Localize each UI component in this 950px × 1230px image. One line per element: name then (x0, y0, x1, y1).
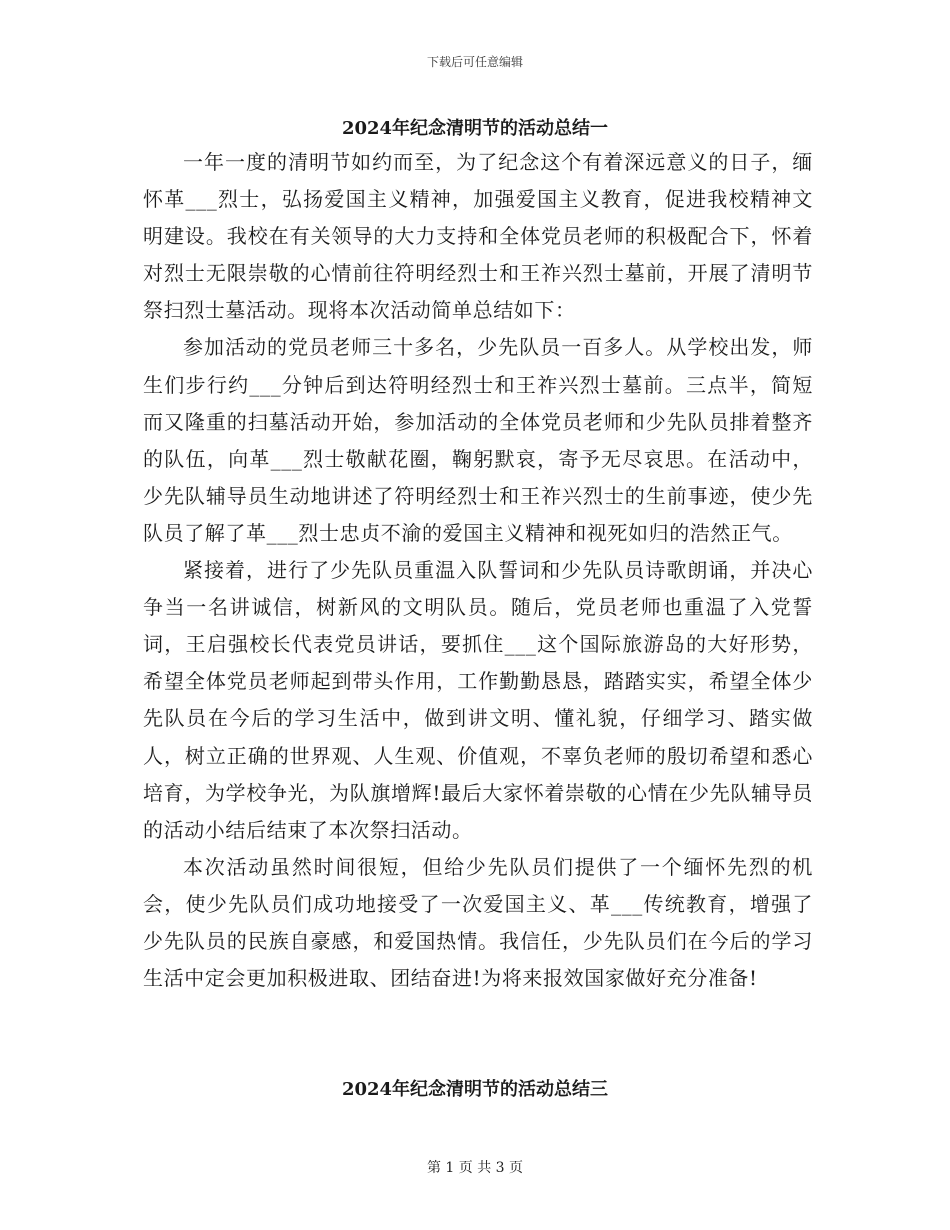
paragraph-activity: 参加活动的党员老师三十多名，少先队员一百多人。从学校出发，师生们步行约___分钟后到达符明经烈士和王祚兴烈士墓前。三点半，简短而又隆重的扫墓活动开始，参加活动的全体党员老师和少先队员排着整齐的队伍，向革___烈士敬献花圈，鞠躬默哀，寄予无尽哀思。在活动中，少先队辅导员生动地讲述了符明经烈士和王祚兴烈士的生前事迹，使少先队员了解了革___烈士忠贞不渝的爱国主义精神和视死如归的浩然正气。 (143, 335, 813, 545)
page-number: 第 1 页 共 3 页 (426, 1160, 524, 1176)
document-body (143, 144, 813, 997)
document-title: 2024年纪念清明节的活动总结一 (341, 118, 609, 139)
paragraph-conclusion: 本次活动虽然时间很短，但给少先队员们提供了一个缅怀先烈的机会，使少先队员们成功地接受了一次爱国主义、革___传统教育，增强了少先队员的民族自豪感，和爱国热情。我信任，少先队员们在今后的学习生活中定会更加积极进取、团结奋进!为将来报效国家做好充分准备! (143, 854, 813, 991)
document-next-title: 2024年纪念清明节的活动总结三 (341, 1079, 609, 1100)
page-header-note: 下载后可任意编辑 (426, 55, 523, 69)
paragraph-intro: 一年一度的清明节如约而至，为了纪念这个有着深远意义的日子，缅怀革___烈士，弘扬爱国主义精神，加强爱国主义教育，促进我校精神文明建设。我校在有关领导的大力支持和全体党员老师的积极配合下，怀着对烈士无限崇敬的心情前往符明经烈士和王祚兴烈士墓前，开展了清明节祭扫烈士墓活动。现将本次活动简单总结如下： (143, 150, 813, 323)
paragraph-ceremony: 紧接着，进行了少先队员重温入队誓词和少先队员诗歌朗诵，并决心争当一名讲诚信，树新风的文明队员。随后，党员老师也重温了入党誓词，王启强校长代表党员讲话，要抓住___这个国际旅游岛的大好形势，希望全体党员老师起到带头作用，工作勤勤恳恳，踏踏实实，希望全体少先队员在今后的学习生活中，做到讲文明、懂礼貌，仔细学习、踏实做人，树立正确的世界观、人生观、价值观，不辜负老师的殷切希望和悉心培育，为学校争光，为队旗增辉!最后大家怀着崇敬的心情在少先队辅导员的活动小结后结束了本次祭扫活动。 (143, 558, 813, 842)
